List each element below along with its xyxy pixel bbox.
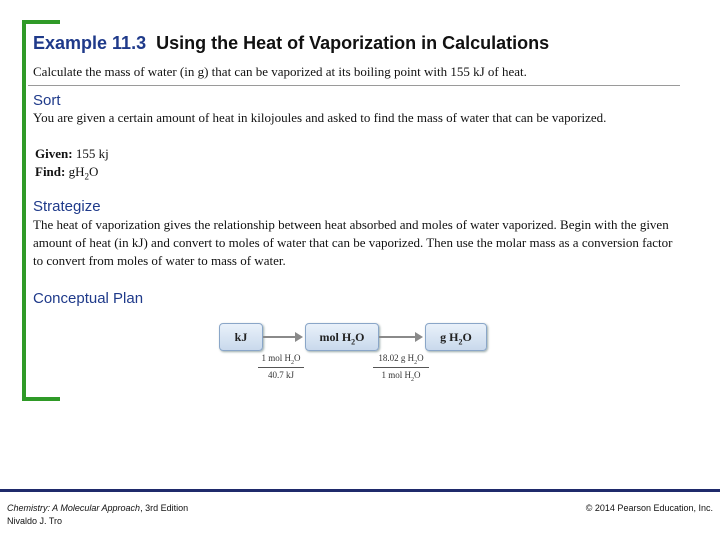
factor-1-numerator: 1 mol $H_2O$: [258, 353, 304, 368]
footer-copyright: © 2014 Pearson Education, Inc.: [585, 503, 713, 513]
frame-bottom-bar: [22, 397, 60, 401]
problem-statement: Calculate the mass of water (in g) that can be vaporized at its boiling point with 155 kJ of heat.: [33, 64, 527, 79]
conversion-factor-1: [258, 353, 304, 380]
plan-arrow-2: [379, 336, 415, 338]
slide-title: [33, 33, 549, 54]
sort-text: You are given a certain amount of heat in kilojoules and asked to find the mass of water that can be vaporized.: [33, 110, 607, 125]
plan-arrow-2-head: [415, 332, 423, 342]
plan-arrow-1-head: [295, 332, 303, 342]
sort-heading: Sort: [33, 92, 61, 109]
given-label: Given:: [35, 146, 73, 161]
conversion-factor-2: [373, 353, 429, 383]
find-value: $gH_2O$: [68, 164, 99, 182]
footer-book-title: Chemistry: A Molecular Approach, 3rd Edition: [7, 503, 189, 513]
plan-box-kj: kJ: [219, 323, 263, 351]
given-find-block: [35, 145, 109, 186]
conceptual-plan-heading: Conceptual Plan: [33, 290, 144, 307]
factor-2-numerator: 18.02 g $H_2O$: [373, 353, 429, 368]
strategize-text: The heat of vaporization gives the relationship between heat absorbed and moles of water vaporized. Begin with the given amount of heat (in kJ) and convert to moles of water that can be vaporized. Then use the molar mass as a conversion factor to convert from moles of water to mass of water.: [33, 217, 673, 268]
find-line: [35, 163, 109, 186]
factor-1-denominator: 40.7 kJ: [267, 369, 294, 380]
strategize-heading: Strategize: [33, 198, 101, 215]
plan-box-g-h2o: g $H_2O$: [425, 323, 487, 351]
factor-2-denominator: 1 mol $H_2O$: [381, 369, 421, 383]
footer-bar: [0, 489, 720, 492]
example-number: Example 11.3: [33, 33, 147, 53]
footer-author: Nivaldo J. Tro: [7, 516, 63, 526]
divider: [28, 85, 680, 86]
frame-left-bar: [22, 20, 26, 400]
find-label: Find:: [35, 164, 66, 179]
example-title: Using the Heat of Vaporization in Calculations: [156, 33, 550, 53]
frame-top-bar: [22, 20, 60, 24]
plan-arrow-1: [263, 336, 295, 338]
plan-box-mol-h2o: mol $H_2O$: [305, 323, 379, 351]
given-value: 155 kj: [75, 146, 109, 161]
given-line: [35, 145, 109, 163]
